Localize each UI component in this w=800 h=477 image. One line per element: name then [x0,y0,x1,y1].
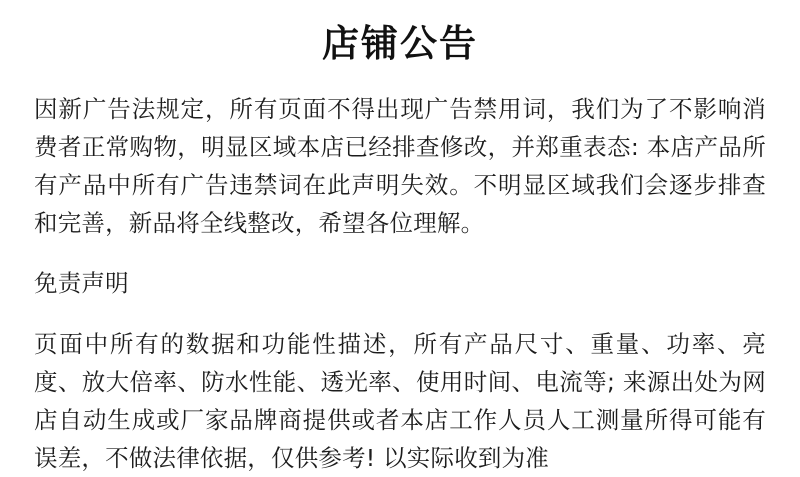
main-announcement-paragraph: 因新广告法规定，所有页面不得出现广告禁用词，我们为了不影响消费者正常购物，明显区域本店已经排查修改，并郑重表态: 本店产品所有产品中所有广告违禁词在此声明失效。不明显区域我们会逐步排查和完善，新品将全线整改，希望各位理解。 [34,94,766,237]
disclaimer-paragraph: 页面中所有的数据和功能性描述，所有产品尺寸、重量、功率、亮度、放大倍率、防水性能、透光率、使用时间、电流等; 来源出处为网店自动生成或厂家品牌商提供或者本店工作人员人工测量所得可能有误差，不做法律依据，仅供参考! 以实际收到为准 [34,329,766,472]
disclaimer-heading: 免责声明 [34,269,129,298]
page-title: 店铺公告 [322,22,478,65]
store-announcement-page [0,22,800,472]
announcement-content [34,90,766,477]
